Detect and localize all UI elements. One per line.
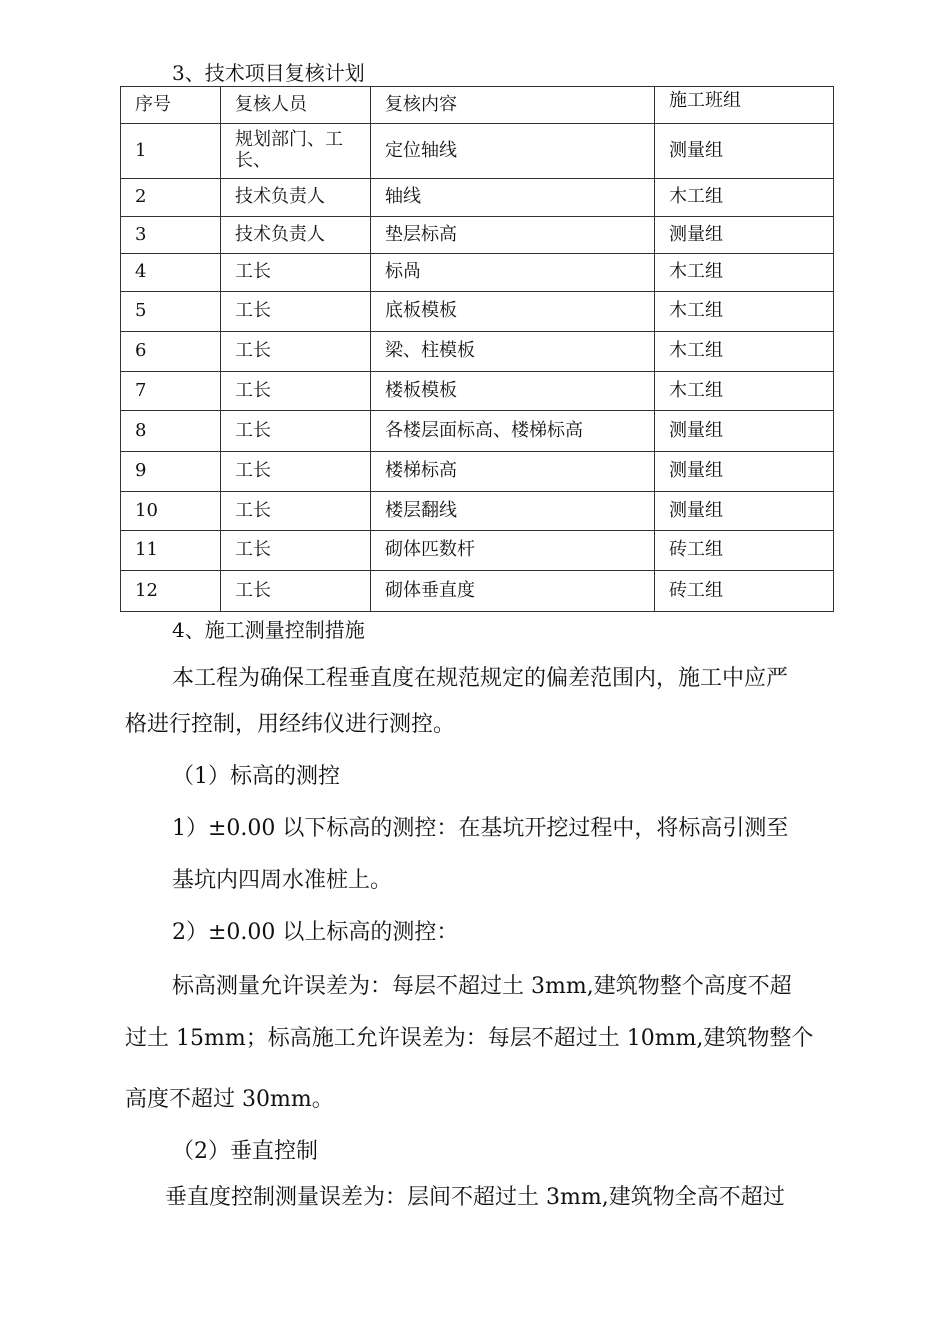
table-cell: 标咼 bbox=[371, 254, 655, 292]
table-row bbox=[121, 492, 834, 531]
header-cell: 复核人员 bbox=[221, 87, 371, 124]
table-cell: 8 bbox=[121, 411, 221, 452]
table-cell: 规划部门、工长、 bbox=[221, 124, 371, 179]
table-cell: 砖工组 bbox=[655, 571, 834, 612]
body-paragraph-line: 高度不超过 30mm。 bbox=[125, 1087, 334, 1112]
table-cell: 梁、柱模板 bbox=[371, 332, 655, 372]
table-row bbox=[121, 179, 834, 217]
table-cell: 4 bbox=[121, 254, 221, 292]
table-cell: 垫层标高 bbox=[371, 217, 655, 254]
table-cell: 测量组 bbox=[655, 411, 834, 452]
header-cell: 复核内容 bbox=[371, 87, 655, 124]
table-cell: 测量组 bbox=[655, 217, 834, 254]
table-cell: 木工组 bbox=[655, 292, 834, 332]
table-cell: 工长 bbox=[221, 332, 371, 372]
table-row bbox=[121, 217, 834, 254]
table-cell: 技术负责人 bbox=[221, 217, 371, 254]
table-cell: 砖工组 bbox=[655, 531, 834, 571]
table-cell: 楼板模板 bbox=[371, 372, 655, 411]
table-cell: 测量组 bbox=[655, 492, 834, 531]
table-cell: 工长 bbox=[221, 292, 371, 332]
section-3-title: 3、技术项目复核计划 bbox=[172, 61, 365, 85]
table-cell: 工长 bbox=[221, 254, 371, 292]
table-row bbox=[121, 372, 834, 411]
body-paragraph-line: 过土 15mm；标高施工允许误差为：每层不超过土 10mm,建筑物整个 bbox=[125, 1026, 814, 1051]
table-cell: 楼层翻线 bbox=[371, 492, 655, 531]
table-cell: 楼梯标高 bbox=[371, 452, 655, 492]
header-cell: 序号 bbox=[121, 87, 221, 124]
table-cell: 5 bbox=[121, 292, 221, 332]
table-cell: 木工组 bbox=[655, 254, 834, 292]
table-cell: 砌体匹数杆 bbox=[371, 531, 655, 571]
table-cell: 工长 bbox=[221, 452, 371, 492]
table-cell: 测量组 bbox=[655, 124, 834, 179]
body-paragraph-line: 格进行控制，用经纬仪进行测控。 bbox=[125, 712, 456, 737]
table-cell: 工长 bbox=[221, 571, 371, 612]
table-cell: 工长 bbox=[221, 372, 371, 411]
body-paragraph-line: 垂直度控制测量误差为：层间不超过土 3mm,建筑物全高不超过 bbox=[165, 1185, 785, 1210]
table-cell: 10 bbox=[121, 492, 221, 531]
table-cell: 3 bbox=[121, 217, 221, 254]
subsection-heading: （2）垂直控制 bbox=[172, 1139, 318, 1164]
table-cell: 木工组 bbox=[655, 179, 834, 217]
body-paragraph-line: 基坑内四周水准桩上。 bbox=[172, 868, 393, 893]
review-plan-table bbox=[120, 86, 834, 612]
table-cell: 工长 bbox=[221, 411, 371, 452]
table-cell: 12 bbox=[121, 571, 221, 612]
body-paragraph-line: 本工程为确保工程垂直度在规范规定的偏差范围内，施工中应严 bbox=[172, 666, 789, 691]
table-row bbox=[121, 332, 834, 372]
table-cell: 轴线 bbox=[371, 179, 655, 217]
section-4-title: 4、施工测量控制措施 bbox=[172, 618, 365, 642]
table-cell: 1 bbox=[121, 124, 221, 179]
table-row bbox=[121, 124, 834, 179]
table-header-row bbox=[121, 87, 834, 124]
table-cell: 11 bbox=[121, 531, 221, 571]
body-paragraph-line: 标高测量允许误差为：每层不超过土 3mm,建筑物整个高度不超 bbox=[172, 974, 792, 999]
table-cell: 砌体垂直度 bbox=[371, 571, 655, 612]
table-cell: 技术负责人 bbox=[221, 179, 371, 217]
table-row bbox=[121, 254, 834, 292]
table-cell: 6 bbox=[121, 332, 221, 372]
table-row bbox=[121, 411, 834, 452]
subsection-heading: （1）标高的测控 bbox=[172, 764, 340, 789]
table-row bbox=[121, 531, 834, 571]
table-cell: 测量组 bbox=[655, 452, 834, 492]
table-cell: 定位轴线 bbox=[371, 124, 655, 179]
body-paragraph-line: 1）±0.00 以下标高的测控：在基坑开挖过程中，将标高引测至 bbox=[172, 816, 789, 841]
table-cell: 2 bbox=[121, 179, 221, 217]
table-cell: 工长 bbox=[221, 531, 371, 571]
table-row bbox=[121, 292, 834, 332]
table-row bbox=[121, 452, 834, 492]
table-row bbox=[121, 571, 834, 612]
table-cell: 各楼层面标高、楼梯标高 bbox=[371, 411, 655, 452]
table-cell: 底板模板 bbox=[371, 292, 655, 332]
table-cell: 木工组 bbox=[655, 332, 834, 372]
table-cell: 7 bbox=[121, 372, 221, 411]
table-cell: 工长 bbox=[221, 492, 371, 531]
table-cell: 9 bbox=[121, 452, 221, 492]
table-cell: 木工组 bbox=[655, 372, 834, 411]
body-paragraph-line: 2）±0.00 以上标高的测控： bbox=[172, 920, 459, 945]
header-cell: 施工班组 bbox=[655, 87, 834, 124]
